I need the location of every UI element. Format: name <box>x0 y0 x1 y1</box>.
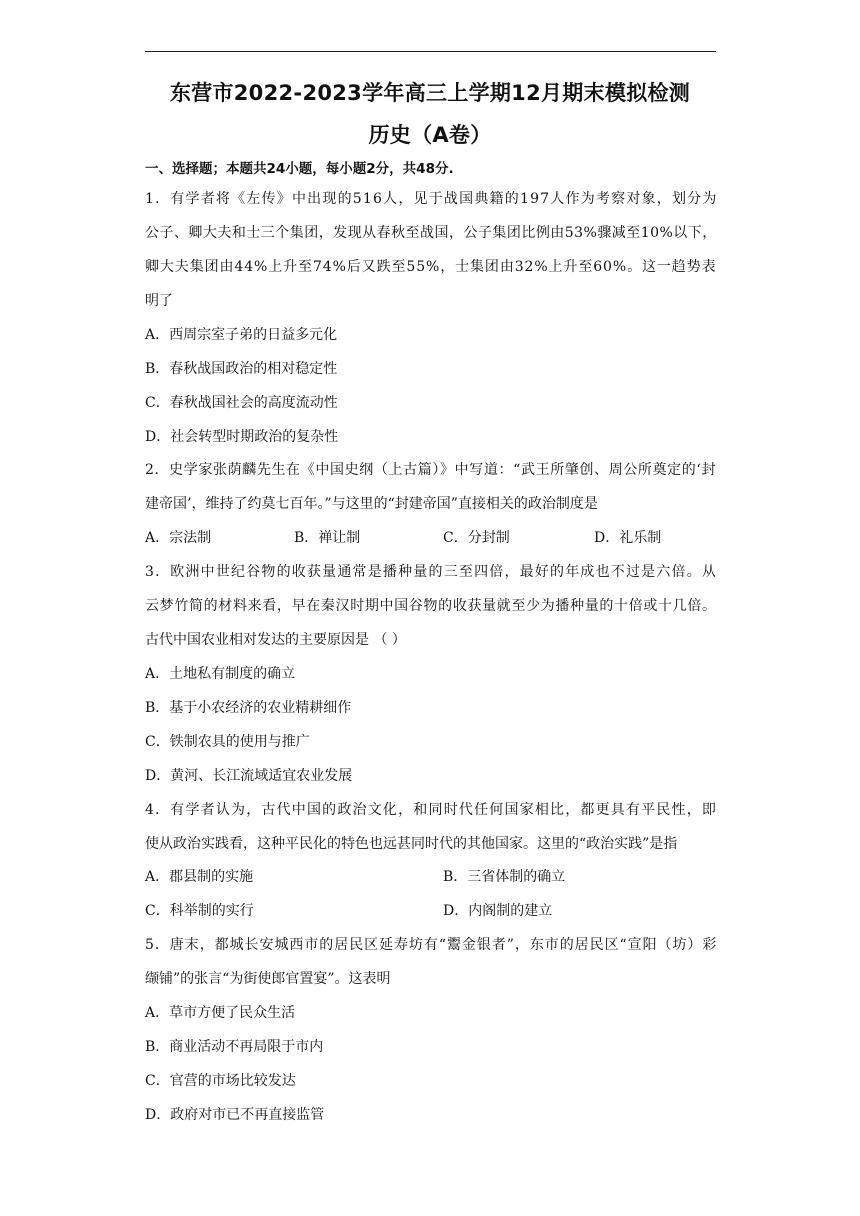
question-5-line-2: 缬铺”的张言“为街使郎官置宴”。这表明 <box>145 971 391 987</box>
question-1-line-4: 明了 <box>145 293 173 309</box>
exam-title: 东营市2022-2023学年高三上学期12月期末模拟检测 <box>169 81 691 105</box>
question-1-option-c[interactable]: C．春秋战国社会的高度流动性 <box>145 395 338 411</box>
question-1-line-3: 卿大夫集团由44%上升至74%后又跌至55%，士集团由32%上升至60%。这一趋势表 <box>145 259 717 275</box>
question-3-option-c[interactable]: C．铁制农具的使用与推广 <box>145 734 310 750</box>
question-4-line-1: 4．有学者认为，古代中国的政治文化，和同时代任何国家相比，都更具有平民性，即 <box>145 802 718 818</box>
question-3-option-a[interactable]: A．土地私有制度的确立 <box>145 666 296 682</box>
question-5-line-1: 5．唐末，都城长安城西市的居民区延寿坊有“鬻金银者”，东市的居民区“宣阳（坊）彩 <box>145 937 718 953</box>
question-3-line-1: 3．欧洲中世纪谷物的收获量通常是播种量的三至四倍，最好的年成也不过是六倍。从 <box>145 564 718 580</box>
header-rule <box>145 51 716 52</box>
exam-subtitle: 历史（A卷） <box>368 123 492 147</box>
question-2-option-b[interactable]: B．禅让制 <box>294 530 361 546</box>
question-3-option-b[interactable]: B．基于小农经济的农业精耕细作 <box>145 700 352 716</box>
question-3-line-2: 云梦竹简的材料来看，早在秦汉时期中国谷物的收获量就至少为播种量的十倍或十几倍。 <box>145 598 717 614</box>
question-5-option-d[interactable]: D．政府对市已不再直接监管 <box>145 1107 325 1123</box>
question-5-option-a[interactable]: A．草市方便了民众生活 <box>145 1005 296 1021</box>
question-4-line-2: 使从政治实践看，这种平民化的特色也远甚同时代的其他国家。这里的“政治实践”是指 <box>145 836 678 852</box>
question-2-option-d[interactable]: D．礼乐制 <box>594 530 662 546</box>
question-4-option-a[interactable]: A．郡县制的实施 <box>145 869 254 885</box>
question-2-option-a[interactable]: A．宗法制 <box>145 530 212 546</box>
question-3-line-3: 古代中国农业相对发达的主要原因是 （ ） <box>145 632 406 648</box>
question-5-option-c[interactable]: C．官营的市场比较发达 <box>145 1073 296 1089</box>
question-1-line-2: 公子、卿大夫和士三个集团，发现从春秋至战国，公子集团比例由53%骤减至10%以下， <box>145 225 717 241</box>
question-1-option-d[interactable]: D．社会转型时期政治的复杂性 <box>145 429 339 445</box>
question-2-line-2: 建帝国’，维持了约莫七百年。”与这里的“封建帝国”直接相关的政治制度是 <box>145 496 598 512</box>
question-3-option-d[interactable]: D．黄河、长江流域适宜农业发展 <box>145 768 353 784</box>
question-4-option-b[interactable]: B．三省体制的确立 <box>443 869 566 885</box>
section-heading: 一、选择题；本题共24小题，每小题2分，共48分. <box>145 161 454 177</box>
question-1-option-b[interactable]: B．春秋战国政治的相对稳定性 <box>145 361 338 377</box>
question-5-option-b[interactable]: B．商业活动不再局限于市内 <box>145 1039 324 1055</box>
question-1-line-1: 1．有学者将《左传》中出现的516人，见于战国典籍的197人作为考察对象，划分为 <box>145 191 718 207</box>
question-1-option-a[interactable]: A．西周宗室子弟的日益多元化 <box>145 327 338 343</box>
question-4-option-c[interactable]: C．科举制的实行 <box>145 903 254 919</box>
question-2-option-c[interactable]: C．分封制 <box>443 530 510 546</box>
question-2-line-1: 2．史学家张荫麟先生在《中国史纲（上古篇）》中写道：“武王所肇创、周公所奠定的‘封 <box>145 462 717 478</box>
question-4-option-d[interactable]: D．内阁制的建立 <box>443 903 553 919</box>
